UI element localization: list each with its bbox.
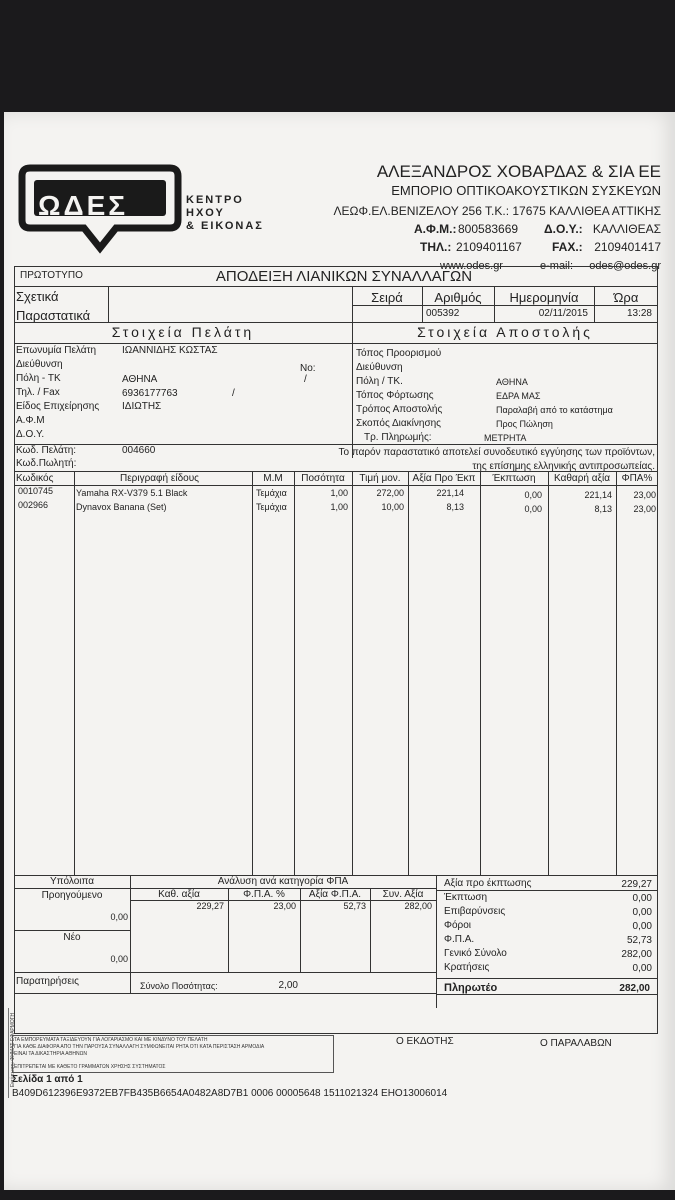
vat-col-rate: Φ.Π.Α. % [243, 889, 285, 900]
company-email: odes@odes.gr [589, 260, 661, 272]
col-description: Περιγραφή είδους [120, 473, 199, 484]
customer-business-label: Είδος Επιχείρησης [16, 401, 100, 412]
ship-method: Παραλαβή από το κατάστημα [496, 405, 613, 415]
warranty-note-2: της επίσημης ελληνικής αντιπροσωπείας. [472, 461, 655, 472]
email-label: e-mail: [540, 260, 574, 272]
totals-label-0: Αξία προ έκπτωσης [444, 878, 532, 889]
ship-purpose-label: Σκοπός Διακίνησης [356, 418, 442, 429]
customer-name: ΙΩΑΝΝΙΔΗΣ ΚΩΣΤΑΣ [122, 345, 218, 356]
vat-col-total: Συν. Αξία [382, 889, 424, 900]
fax-label: FAX.: [552, 240, 583, 254]
customer-address-label: Διεύθυνση [16, 359, 63, 370]
col-net: Καθαρή αξία [554, 473, 610, 484]
tel-label: ΤΗΛ.: [420, 240, 452, 254]
vat-analysis-header: Ανάλυση ανά κατηγορία ΦΠΑ [217, 876, 349, 887]
item-description: Dynavox Banana (Set) [76, 502, 167, 512]
customer-city-label: Πόλη - ΤΚ [16, 373, 61, 384]
vat-amount-value: 52,73 [343, 901, 366, 911]
item-vat: 23,00 [633, 490, 656, 500]
doc-number: 005392 [426, 308, 460, 319]
receiver-label: Ο ΠΑΡΑΛΑΒΩΝ [540, 1038, 612, 1049]
previous-balance-label: Προηγούμενο [41, 890, 103, 901]
totals-value-1: 0,00 [632, 893, 652, 904]
vat-net-value: 229,27 [196, 901, 224, 911]
item-price: 10,00 [381, 502, 404, 512]
customer-tel: 6936177763 [122, 388, 178, 399]
copy-label: ΠΡΩΤΟΤΥΠΟ [20, 270, 83, 281]
customer-code-label: Κωδ. Πελάτη: [16, 445, 77, 456]
customer-code: 004660 [122, 445, 156, 456]
totals-label-3: Φόροι [444, 920, 472, 931]
number-label: Αριθμός [434, 290, 482, 305]
col-unit: Μ.Μ [263, 473, 283, 484]
issuer-label: Ο ΕΚΔΟΤΗΣ [396, 1036, 454, 1047]
company-web: www.odes.gr [440, 260, 503, 272]
remarks-label: Παρατηρήσεις [16, 976, 79, 987]
company-fax: 2109401417 [594, 240, 661, 254]
item-qty: 1,00 [330, 488, 348, 498]
totals-label-4: Φ.Π.Α. [444, 934, 475, 945]
document-title: ΑΠΟΔΕΙΞΗ ΛΙΑΝΙΚΩΝ ΣΥΝΑΛΛΑΓΩΝ [215, 268, 473, 285]
invoice-paper [4, 112, 675, 1190]
customer-afm-label: Α.Φ.Μ [16, 415, 45, 426]
warranty-note-1: Το παρόν παραστατικό αποτελεί συνοδευτικό εγγύησης των προϊόντων, [338, 447, 655, 458]
vat-rate-value: 23,00 [273, 901, 296, 911]
company-afm: 800583669 [458, 222, 519, 236]
ship-city-label: Πόλη / ΤΚ. [356, 376, 403, 387]
related-label-2: Παραστατικά [16, 308, 91, 323]
new-balance-label: Νέο [63, 932, 81, 943]
payable-label: Πληρωτέο [444, 982, 498, 994]
col-vat: ΦΠΑ% [621, 473, 653, 484]
doc-time: 13:28 [626, 308, 652, 319]
afm-label: Α.Φ.Μ.: [414, 222, 457, 236]
totals-value-5: 282,00 [621, 949, 652, 960]
vat-total-value: 282,00 [404, 901, 432, 911]
vat-col-amount: Αξία Φ.Π.Α. [308, 889, 362, 900]
ship-city: ΑΘΗΝΑ [496, 377, 528, 387]
col-gross: Αξία Προ Έκπ [412, 473, 476, 484]
totals-value-6: 0,00 [632, 963, 652, 974]
ship-payment: ΜΕΤΡΗΤΑ [484, 433, 527, 443]
totals-value-2: 0,00 [632, 907, 652, 918]
date-label: Ημερομηνία [509, 290, 579, 305]
customer-doy-label: Δ.Ο.Υ. [16, 429, 45, 440]
customer-no-label: No: [300, 363, 316, 374]
col-code: Κωδικός [16, 473, 54, 484]
ship-loading: ΕΔΡΑ ΜΑΣ [496, 391, 541, 401]
totals-value-4: 52,73 [626, 935, 652, 946]
customer-tel-label: Τηλ. / Fax [16, 387, 60, 398]
customer-city-sep: / [304, 374, 307, 385]
customer-tel-sep: / [232, 388, 235, 399]
legal-text: ΤΑ ΕΜΠΟΡΕΥΜΑΤΑ ΤΑΞΙΔΕΥΟΥΝ ΓΙΑ ΛΟΓΑΡΙΑΣΜΟ ΚΑΙ ΜΕ ΚΙΝΔΥΝΟ ΤΟΥ ΠΕΛΑΤΗ ΓΙΑ ΚΑΘΕ ΔΙΑΦΟΡΑ ΑΠΟ ΤΗΝ ΠΑΡΟΥΣΑ ΣΥΝΑΛΛΑΓΗ ΣΥΜΦΩΝΕΙΤΑΙ ΡΗΤΑ ΟΤΙ ΚΑΤΑ ΠΕΡΙΣΤΑΣΗ ΑΡΜΟΔΙΑ ΕΙΝΑΙ ΤΑ ΔΙΚΑΣΤΗΡΙΑ ΑΘΗΝΩΝ ΕΠΙΤΡΕΠΕΤΑΙ ΜΕ ΚΑΘΕΤΟ ΓΡΑΜΜΑΤΩΝ ΧΡΗΣΗΣ ΣΥΣΤΗΜΑΤΟΣ [14, 1037, 265, 1070]
seller-code-label: Κωδ.Πωλητή: [16, 458, 77, 469]
totals-label-1: Έκπτωση [444, 892, 488, 903]
item-discount: 0,00 [524, 490, 542, 500]
customer-name-label: Επωνυμία Πελάτη [16, 345, 97, 356]
logo-text: ΩΔΕΣ [38, 190, 129, 221]
item-gross: 8,13 [446, 502, 464, 512]
col-discount: Έκπτωση [492, 473, 536, 484]
payable-amount: 282,00 [619, 983, 650, 994]
company-tel: 2109401167 [456, 240, 522, 254]
series-label: Σειρά [371, 290, 403, 305]
new-balance: 0,00 [110, 954, 128, 964]
vat-col-net: Καθ. αξία [158, 889, 200, 900]
item-gross: 221,14 [436, 488, 464, 498]
fiscal-signature: B409D612396E9372EB7FB435B6654A0482A8D7B1 0006 00005648 1511021324 EHO13006014 [12, 1088, 448, 1099]
company-name: ΑΛΕΞΑΝΔΡΟΣ ΧΟΒΑΡΔΑΣ & ΣΙΑ ΕΕ [376, 162, 661, 181]
item-price: 272,00 [376, 488, 404, 498]
ship-payment-label: Τρ. Πληρωμής: [364, 432, 432, 443]
item-vat: 23,00 [633, 504, 656, 514]
totals-label-6: Κρατήσεις [444, 962, 490, 973]
ship-loading-label: Τόπος Φόρτωσης [356, 390, 434, 401]
related-label-1: Σχετικά [16, 289, 59, 304]
doy-label: Δ.Ο.Υ.: [544, 222, 583, 236]
customer-business: ΙΔΙΩΤΗΣ [122, 401, 162, 412]
item-unit: Τεμάχια [256, 488, 287, 498]
totals-label-5: Γενικό Σύνολο [444, 948, 507, 959]
company-address: ΛΕΩΦ.ΕΛ.ΒΕΝΙΖΕΛΟΥ 256 Τ.Κ.: 17675 ΚΑΛΛΙΘΕΑ ΑΤΤΙΚΗΣ [333, 204, 661, 218]
logo-subtitle: ΚΕΝΤΡΟ ΗΧΟΥ & ΕΙΚΟΝΑΣ [186, 194, 264, 232]
item-unit: Τεμάχια [256, 502, 287, 512]
item-code: 0010745 [18, 486, 54, 496]
item-description: Yamaha RX-V379 5.1 Black [76, 488, 188, 498]
page-indicator: Σελίδα 1 από 1 [12, 1074, 83, 1085]
totals-value-0: 229,27 [621, 879, 652, 890]
item-code: 002966 [18, 500, 49, 510]
col-price: Τιμή μον. [359, 473, 401, 484]
item-net: 8,13 [594, 504, 612, 514]
company-doy: ΚΑΛΛΙΘΕΑΣ [592, 222, 661, 236]
ship-purpose: Προς Πώληση [496, 419, 553, 429]
ship-address-label: Διεύθυνση [356, 362, 403, 373]
time-label: Ώρα [613, 290, 639, 305]
shipping-header: Στοιχεία Αποστολής [417, 324, 593, 340]
doc-date: 02/11/2015 [538, 308, 588, 319]
total-quantity: 2,00 [278, 980, 298, 991]
printer-side-text: Εκτύπωση: ΦΗΜΑΣ ΕΦΑΡΜΟΓΗ [10, 1012, 17, 1088]
ship-destination-label: Τόπος Προορισμού [356, 348, 442, 359]
customer-city: ΑΘΗΝΑ [122, 374, 158, 385]
ship-method-label: Τρόπος Αποστολής [356, 404, 443, 415]
total-quantity-label: Σύνολο Ποσότητας: [140, 981, 218, 991]
col-qty: Ποσότητα [301, 473, 345, 484]
company-activity: ΕΜΠΟΡΙΟ ΟΠΤΙΚΟΑΚΟΥΣΤΙΚΩΝ ΣΥΣΚΕΥΩΝ [391, 183, 661, 198]
previous-balance: 0,00 [110, 912, 128, 922]
customer-header: Στοιχεία Πελάτη [111, 324, 255, 340]
totals-label-2: Επιβαρύνσεις [444, 906, 506, 917]
balances-header: Υπόλοιπα [49, 876, 95, 887]
item-net: 221,14 [584, 490, 612, 500]
item-qty: 1,00 [330, 502, 348, 512]
item-discount: 0,00 [524, 504, 542, 514]
totals-value-3: 0,00 [632, 921, 652, 932]
